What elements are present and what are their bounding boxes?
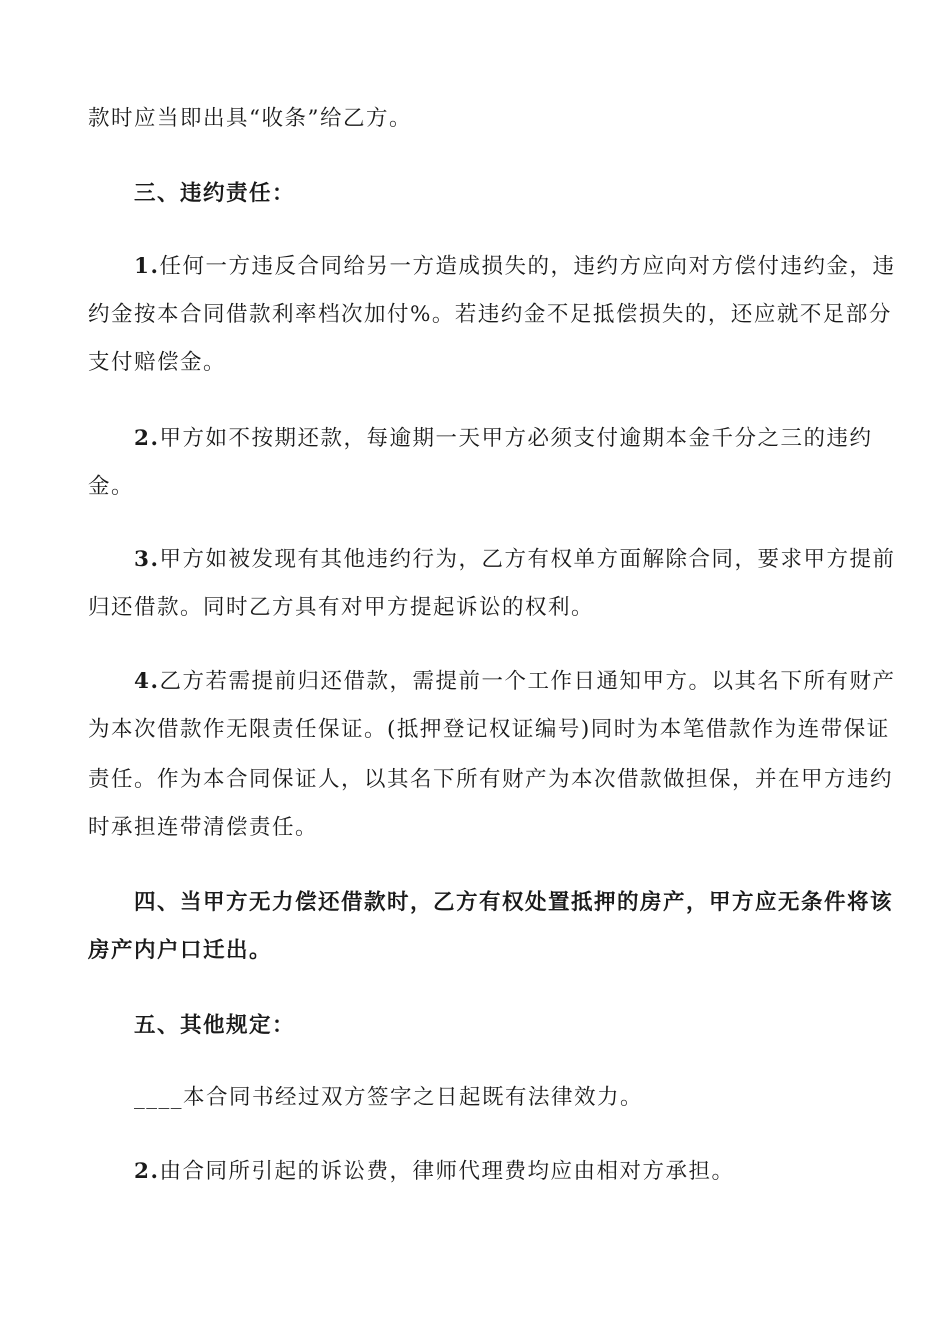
clause-number: 3. — [134, 547, 160, 572]
section-heading-other-provisions: 五、其他规定： — [134, 1013, 296, 1038]
clause-number: 1. — [134, 254, 160, 279]
paragraph-line: ____本合同书经过双方签字之日起既有法律效力。 — [134, 1085, 644, 1110]
paragraph-line: 归还借款。同时乙方具有对甲方提起诉讼的权利。 — [88, 595, 595, 620]
clause-number: 4. — [134, 669, 160, 694]
paragraph-line: 款时应当即出具“收条”给乙方。 — [88, 106, 412, 131]
section-heading-breach-liability: 三、违约责任： — [134, 181, 296, 206]
section-heading-foreclosure-continued: 房产内户口迁出。 — [88, 938, 273, 963]
paragraph-line: 约金按本合同借款利率档次加付%。若违约金不足抵偿损失的，还应就不足部分 — [88, 302, 892, 327]
clause-number: 2. — [134, 426, 160, 451]
clause-number: 2. — [134, 1159, 160, 1184]
clause-4-line — [134, 667, 895, 697]
section-heading-foreclosure: 四、当甲方无力偿还借款时，乙方有权处置抵押的房产，甲方应无条件将该 — [134, 890, 894, 915]
paragraph-line: 支付赔偿金。 — [88, 350, 227, 375]
clause-3-line — [134, 545, 895, 575]
paragraph-line: 时承担连带清偿责任。 — [88, 815, 319, 840]
paragraph-line: 责任。作为本合同保证人，以其名下所有财产为本次借款做担保，并在甲方违约 — [88, 767, 894, 792]
clause-text: 任何一方违反合同给另一方造成损失的，违约方应向对方偿付违约金，违 — [159, 254, 896, 279]
clause-text: 乙方若需提前归还借款，需提前一个工作日通知甲方。以其名下所有财产 — [159, 669, 896, 694]
paragraph-line: 为本次借款作无限责任保证。(抵押登记权证编号)同时为本笔借款作为连带保证 — [88, 717, 890, 742]
paragraph-line: 金。 — [88, 474, 135, 499]
clause-1-line — [134, 252, 895, 282]
clause-text: 甲方如不按期还款，每逾期一天甲方必须支付逾期本金千分之三的违约 — [159, 426, 873, 451]
clause-text: 甲方如被发现有其他违约行为，乙方有权单方面解除合同，要求甲方提前 — [159, 547, 896, 572]
clause-2-line — [134, 424, 872, 454]
clause-text: 由合同所引起的诉讼费，律师代理费均应由相对方承担。 — [159, 1159, 735, 1184]
clause-other-2-line — [134, 1157, 734, 1187]
